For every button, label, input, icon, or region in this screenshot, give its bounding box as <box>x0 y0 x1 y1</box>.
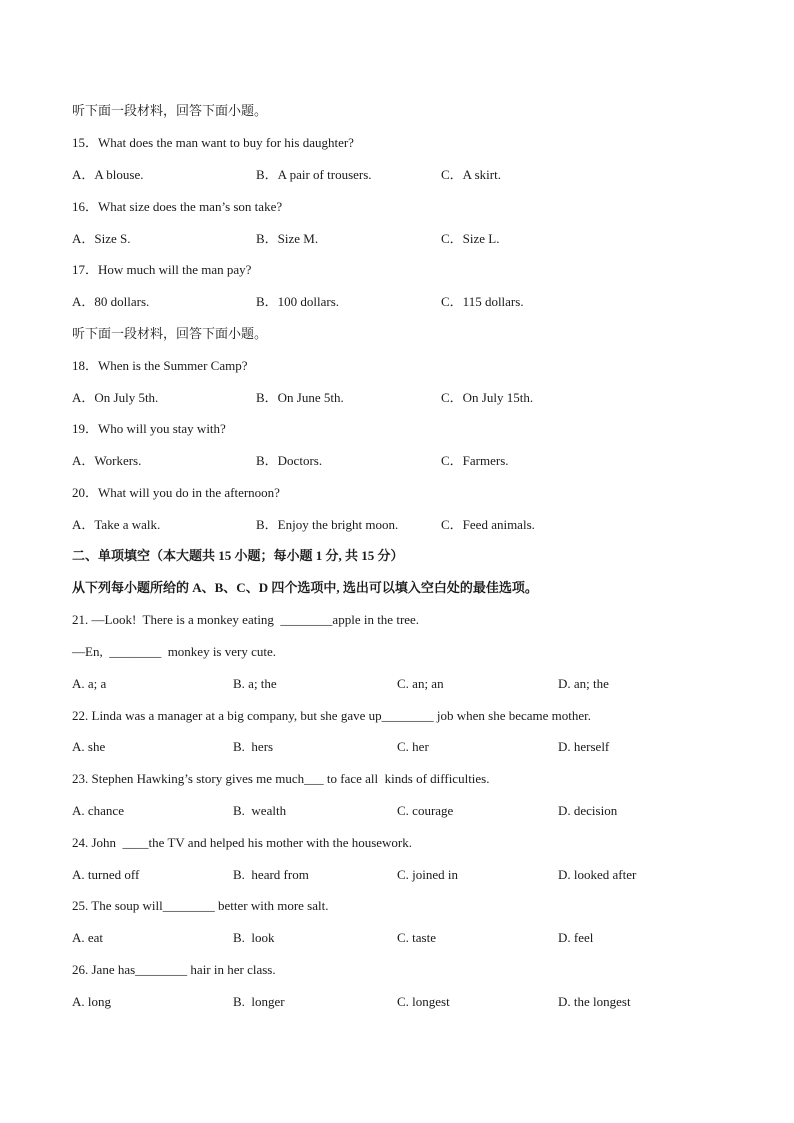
q21-option-a: A. a; a <box>72 676 107 691</box>
q21-option-d: D. an; the <box>558 676 609 691</box>
q25-option-a: A. eat <box>72 930 104 945</box>
q23-option-d: D. decision <box>558 803 618 818</box>
question-22: 22. Linda was a manager at a big company, but she gave up________ job when she became mother. <box>72 708 592 723</box>
q17-option-c: C．115 dollars. <box>441 294 524 309</box>
question-21-line2: —En, ________ monkey is very cute. <box>72 644 276 659</box>
q24-option-d: D. looked after <box>558 867 637 882</box>
q19-option-b: B．Doctors. <box>256 453 323 468</box>
section-instruction: 从下列每小题所给的 A、B、C、D 四个选项中, 选出可以填入空白处的最佳选项。 <box>72 580 538 595</box>
q24-option-a: A. turned off <box>72 867 140 882</box>
q21-option-c: C. an; an <box>397 676 444 691</box>
question-18: 18．When is the Summer Camp? <box>72 358 248 373</box>
q20-option-b: B．Enjoy the bright moon. <box>256 517 399 532</box>
q26-option-a: A. long <box>72 994 111 1009</box>
q22-option-a: A. she <box>72 739 106 754</box>
question-20: 20．What will you do in the afternoon? <box>72 485 280 500</box>
q16-option-a: A．Size S. <box>72 231 131 246</box>
q22-option-c: C. her <box>397 739 429 754</box>
question-17: 17．How much will the man pay? <box>72 262 252 277</box>
q15-option-b: B．A pair of trousers. <box>256 167 372 182</box>
q24-option-b: B. heard from <box>233 867 309 882</box>
q25-option-b: B. look <box>233 930 275 945</box>
q23-option-a: A. chance <box>72 803 124 818</box>
q15-option-c: C．A skirt. <box>441 167 501 182</box>
listening-intro-1: 听下面一段材料，回答下面小题。 <box>72 103 268 118</box>
q26-option-b: B. longer <box>233 994 285 1009</box>
question-16: 16．What size does the man’s son take? <box>72 199 283 214</box>
q26-option-d: D. the longest <box>558 994 631 1009</box>
q18-option-a: A．On July 5th. <box>72 390 159 405</box>
q17-option-b: B．100 dollars. <box>256 294 340 309</box>
q18-option-b: B．On June 5th. <box>256 390 344 405</box>
q24-option-c: C. joined in <box>397 867 459 882</box>
question-24: 24. John ____the TV and helped his mother with the housework. <box>72 835 413 850</box>
q16-option-c: C．Size L. <box>441 231 500 246</box>
q26-option-c: C. longest <box>397 994 450 1009</box>
q19-option-c: C．Farmers. <box>441 453 509 468</box>
q20-option-c: C．Feed animals. <box>441 517 535 532</box>
question-15: 15．What does the man want to buy for his daughter? <box>72 135 354 150</box>
q22-option-d: D. herself <box>558 739 610 754</box>
question-25: 25. The soup will________ better with more salt. <box>72 898 329 913</box>
q22-option-b: B. hers <box>233 739 274 754</box>
q20-option-a: A．Take a walk. <box>72 517 161 532</box>
section-heading: 二、单项填空（本大题共 15 小题；每小题 1 分, 共 15 分） <box>72 548 404 563</box>
q17-option-a: A．80 dollars. <box>72 294 150 309</box>
q21-option-b: B. a; the <box>233 676 277 691</box>
q25-option-d: D. feel <box>558 930 594 945</box>
q23-option-b: B. wealth <box>233 803 287 818</box>
question-23: 23. Stephen Hawking’s story gives me much___ to face all kinds of difficulties. <box>72 771 490 786</box>
q23-option-c: C. courage <box>397 803 454 818</box>
q25-option-c: C. taste <box>397 930 436 945</box>
q18-option-c: C．On July 15th. <box>441 390 534 405</box>
question-26: 26. Jane has________ hair in her class. <box>72 962 276 977</box>
question-19: 19．Who will you stay with? <box>72 421 226 436</box>
q15-option-a: A．A blouse. <box>72 167 144 182</box>
listening-intro-2: 听下面一段材料，回答下面小题。 <box>72 326 268 341</box>
q19-option-a: A．Workers. <box>72 453 142 468</box>
q16-option-b: B．Size M. <box>256 231 319 246</box>
question-21: 21. —Look! There is a monkey eating ________apple in the tree. <box>72 612 420 627</box>
